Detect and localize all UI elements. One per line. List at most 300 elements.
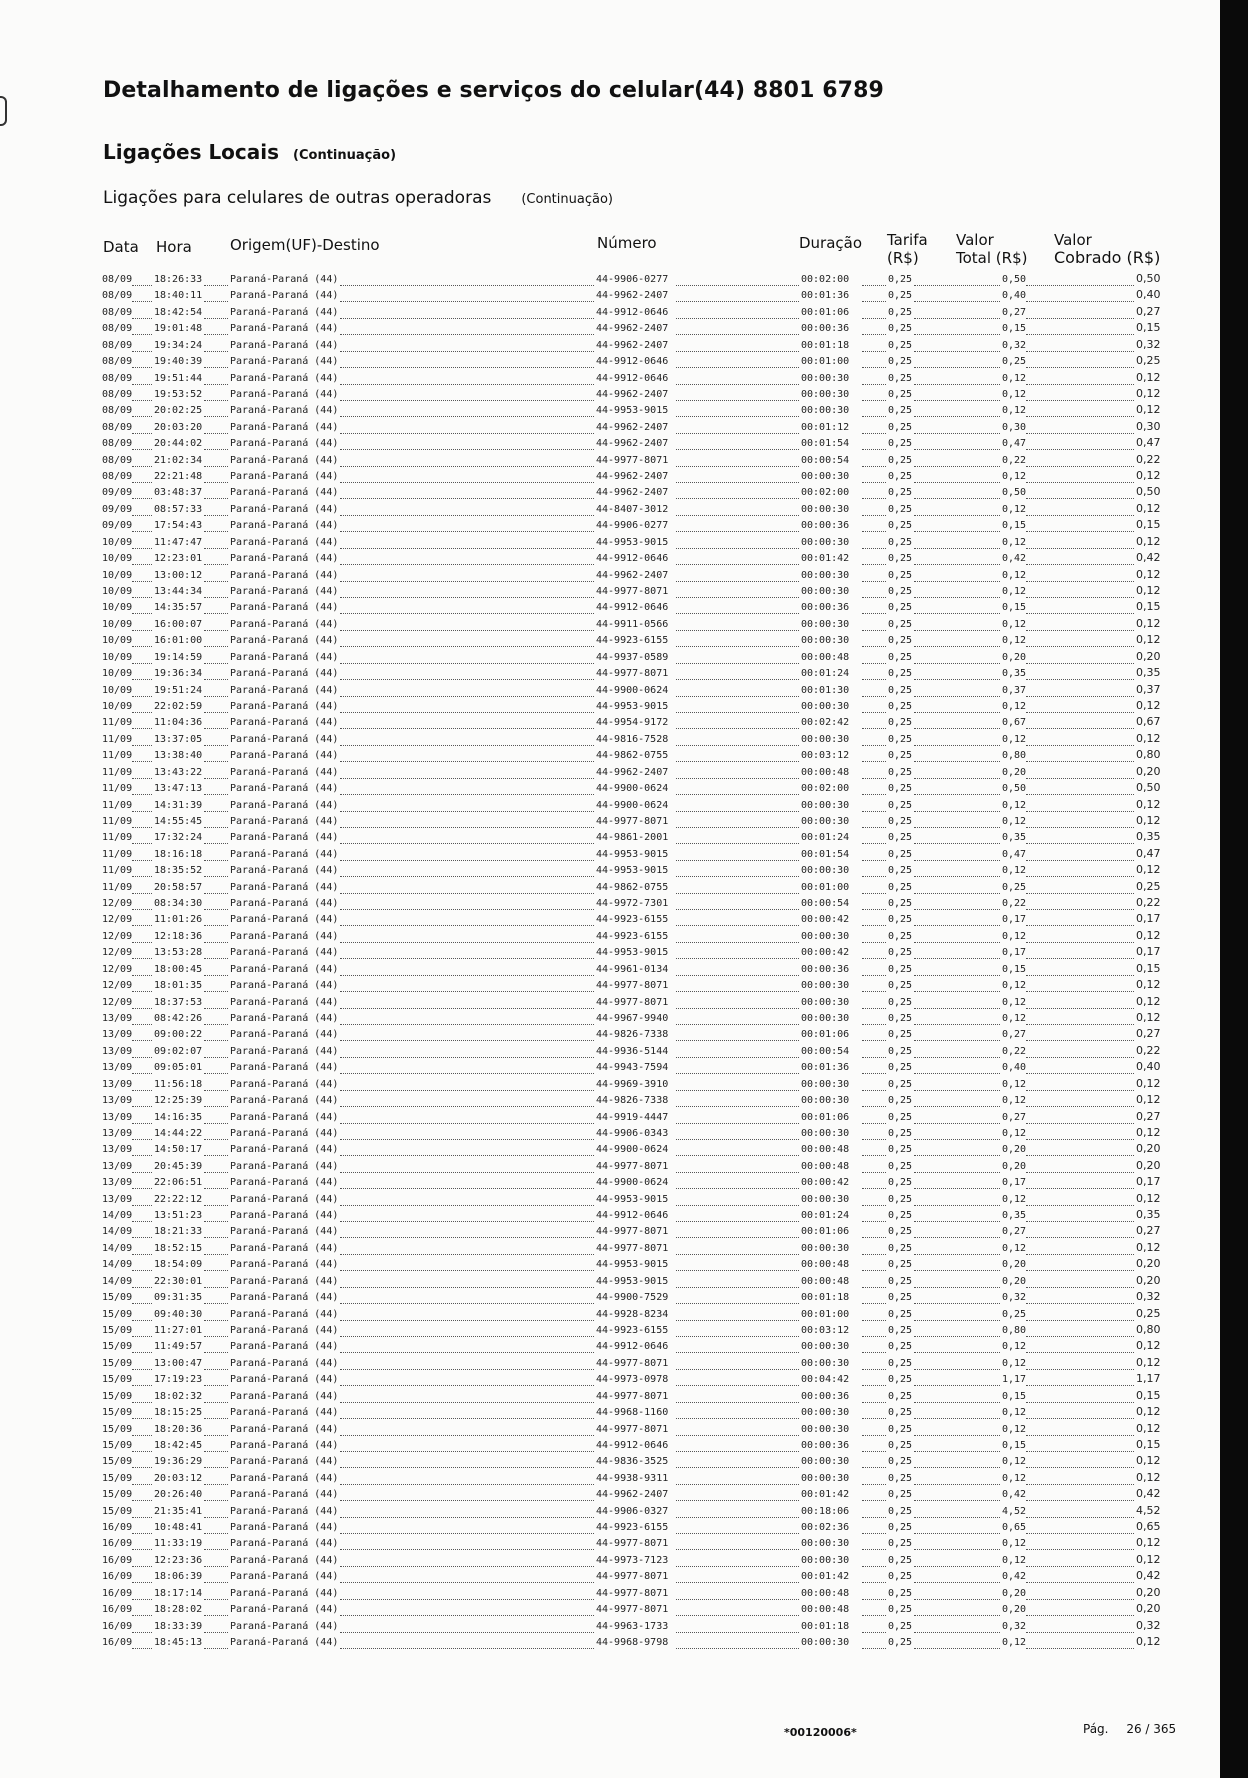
- dotted-leader: [914, 1402, 1000, 1403]
- cell-origem: Paraná-Paraná (44): [230, 520, 339, 532]
- dotted-leader: [676, 1648, 799, 1649]
- dotted-leader: [204, 909, 228, 910]
- cell-valor-total: 0,12: [1002, 635, 1027, 647]
- table-row: [0, 1505, 1220, 1521]
- dotted-leader: [862, 581, 886, 582]
- cell-tarifa: 0,25: [888, 1407, 913, 1419]
- dotted-leader: [862, 301, 886, 302]
- cell-hora: 20:03:12: [154, 1472, 203, 1484]
- cell-valor-cobrado: 0,25: [1136, 354, 1161, 368]
- cell-valor-total: 0,15: [1002, 963, 1027, 975]
- cell-origem: Paraná-Paraná (44): [230, 750, 339, 762]
- dotted-leader: [914, 1648, 1000, 1649]
- cell-valor-cobrado: 0,42: [1136, 1569, 1161, 1583]
- dotted-leader: [1026, 1533, 1134, 1534]
- dotted-leader: [914, 827, 1000, 828]
- cell-duracao: 00:00:48: [801, 1160, 850, 1172]
- table-row: [0, 1078, 1220, 1094]
- cell-numero: 44-9972-7301: [596, 898, 669, 910]
- cell-valor-total: 0,37: [1002, 684, 1027, 696]
- dotted-leader: [862, 334, 886, 335]
- dotted-leader: [1026, 515, 1134, 516]
- cell-numero: 44-9923-6155: [596, 635, 669, 647]
- cell-hora: 09:05:01: [154, 1062, 203, 1074]
- dotted-leader: [1026, 860, 1134, 861]
- dotted-leader: [340, 1008, 594, 1009]
- dotted-leader: [340, 1369, 594, 1370]
- dotted-leader: [132, 1435, 152, 1436]
- dotted-leader: [676, 564, 799, 565]
- dotted-leader: [676, 646, 799, 647]
- dotted-leader: [914, 1566, 1000, 1567]
- table-row: [0, 1308, 1220, 1324]
- dotted-leader: [1026, 1188, 1134, 1189]
- cell-duracao: 00:01:42: [801, 1489, 850, 1501]
- cell-hora: 18:54:09: [154, 1259, 203, 1271]
- cell-valor-total: 0,12: [1002, 1242, 1027, 1254]
- dotted-leader: [914, 1582, 1000, 1583]
- dotted-leader: [1026, 778, 1134, 779]
- dotted-leader: [204, 1287, 228, 1288]
- cell-hora: 21:35:41: [154, 1505, 203, 1517]
- table-row: [0, 749, 1220, 765]
- dotted-leader: [204, 1254, 228, 1255]
- dotted-leader: [676, 712, 799, 713]
- dotted-leader: [340, 1237, 594, 1238]
- cell-origem: Paraná-Paraná (44): [230, 766, 339, 778]
- cell-numero: 44-9826-7338: [596, 1029, 669, 1041]
- cell-data: 09/09: [102, 503, 133, 515]
- cell-valor-cobrado: 0,12: [1136, 1010, 1161, 1024]
- cell-numero: 44-9953-9015: [596, 536, 669, 548]
- dotted-leader: [1026, 942, 1134, 943]
- cell-hora: 18:01:35: [154, 980, 203, 992]
- cell-numero: 44-9977-8071: [596, 1390, 669, 1402]
- cell-tarifa: 0,25: [888, 930, 913, 942]
- cell-hora: 12:23:36: [154, 1554, 203, 1566]
- cell-numero: 44-9953-9015: [596, 1275, 669, 1287]
- dotted-leader: [340, 334, 594, 335]
- dotted-leader: [862, 728, 886, 729]
- dotted-leader: [914, 1320, 1000, 1321]
- dotted-leader: [862, 860, 886, 861]
- cell-data: 10/09: [102, 668, 133, 680]
- dotted-leader: [1026, 1566, 1134, 1567]
- dotted-leader: [862, 416, 886, 417]
- cell-duracao: 00:00:30: [801, 388, 850, 400]
- dotted-leader: [862, 630, 886, 631]
- dotted-leader: [676, 696, 799, 697]
- dotted-leader: [862, 1221, 886, 1222]
- dotted-leader: [862, 991, 886, 992]
- cell-data: 12/09: [102, 980, 133, 992]
- table-row: [0, 1193, 1220, 1209]
- dotted-leader: [340, 663, 594, 664]
- cell-valor-cobrado: 0,27: [1136, 1224, 1161, 1238]
- cell-tarifa: 0,25: [888, 1522, 913, 1534]
- cell-valor-cobrado: 0,12: [1136, 813, 1161, 827]
- cell-data: 08/09: [102, 274, 133, 285]
- cell-valor-cobrado: 0,50: [1136, 272, 1161, 285]
- dotted-leader: [340, 318, 594, 319]
- cell-valor-cobrado: 0,12: [1136, 978, 1161, 992]
- dotted-leader: [204, 712, 228, 713]
- dotted-leader: [862, 1237, 886, 1238]
- cell-hora: 18:17:14: [154, 1587, 203, 1599]
- dotted-leader: [132, 351, 152, 352]
- cell-duracao: 00:00:30: [801, 635, 850, 647]
- cell-tarifa: 0,25: [888, 1587, 913, 1599]
- cell-origem: Paraná-Paraná (44): [230, 1571, 339, 1583]
- dotted-leader: [204, 778, 228, 779]
- cell-data: 13/09: [102, 1012, 133, 1024]
- cell-data: 11/09: [102, 783, 133, 795]
- dotted-leader: [204, 663, 228, 664]
- dotted-leader: [340, 975, 594, 976]
- dotted-leader: [676, 1352, 799, 1353]
- dotted-leader: [204, 942, 228, 943]
- dotted-leader: [862, 696, 886, 697]
- dotted-leader: [676, 1106, 799, 1107]
- table-row: [0, 684, 1220, 700]
- dotted-leader: [914, 893, 1000, 894]
- cell-origem: Paraná-Paraná (44): [230, 1620, 339, 1632]
- table-row: [0, 1423, 1220, 1439]
- table-row: [0, 946, 1220, 962]
- cell-origem: Paraná-Paraná (44): [230, 1522, 339, 1534]
- dotted-leader: [862, 1599, 886, 1600]
- cell-hora: 19:51:44: [154, 372, 203, 384]
- cell-tarifa: 0,25: [888, 684, 913, 696]
- cell-tarifa: 0,25: [888, 1062, 913, 1074]
- dotted-leader: [914, 548, 1000, 549]
- dotted-leader: [914, 1632, 1000, 1633]
- cell-origem: Paraná-Paraná (44): [230, 1045, 339, 1057]
- dotted-leader: [340, 548, 594, 549]
- col-valor-cobrado-label: Valor: [1054, 231, 1092, 249]
- dotted-leader: [862, 1287, 886, 1288]
- dotted-leader: [340, 1205, 594, 1206]
- dotted-leader: [914, 449, 1000, 450]
- page-label: Pág.: [1083, 1722, 1109, 1736]
- dotted-leader: [204, 728, 228, 729]
- cell-data: 15/09: [102, 1472, 133, 1484]
- cell-tarifa: 0,25: [888, 1029, 913, 1041]
- dotted-leader: [862, 531, 886, 532]
- cell-data: 13/09: [102, 1029, 133, 1041]
- dotted-leader: [862, 1418, 886, 1419]
- cell-data: 13/09: [102, 1045, 133, 1057]
- dotted-leader: [1026, 991, 1134, 992]
- cell-numero: 44-9923-6155: [596, 914, 669, 926]
- dotted-leader: [862, 1155, 886, 1156]
- dotted-leader: [204, 285, 228, 286]
- dotted-leader: [1026, 1287, 1134, 1288]
- dotted-leader: [676, 301, 799, 302]
- cell-tarifa: 0,25: [888, 1144, 913, 1156]
- dotted-leader: [204, 613, 228, 614]
- dotted-leader: [132, 1582, 152, 1583]
- dotted-leader: [132, 515, 152, 516]
- table-row: [0, 848, 1220, 864]
- table-row: [0, 1028, 1220, 1044]
- cell-data: 11/09: [102, 766, 133, 778]
- table-row: [0, 1472, 1220, 1488]
- table-row: [0, 1406, 1220, 1422]
- dotted-leader: [340, 597, 594, 598]
- dotted-leader: [676, 1336, 799, 1337]
- cell-data: 12/09: [102, 996, 133, 1008]
- dotted-leader: [676, 1451, 799, 1452]
- dotted-leader: [914, 1287, 1000, 1288]
- dotted-leader: [676, 728, 799, 729]
- dotted-leader: [862, 1402, 886, 1403]
- cell-valor-total: 0,20: [1002, 651, 1027, 663]
- cell-valor-total: 0,12: [1002, 815, 1027, 827]
- dotted-leader: [132, 811, 152, 812]
- cell-numero: 44-9953-9015: [596, 865, 669, 877]
- dotted-leader: [676, 1040, 799, 1041]
- cell-tarifa: 0,25: [888, 914, 913, 926]
- col-valor-cobrado-unit: Cobrado (R$): [1054, 248, 1161, 267]
- dotted-leader: [676, 1615, 799, 1616]
- cell-origem: Paraná-Paraná (44): [230, 1193, 339, 1205]
- dotted-leader: [340, 1533, 594, 1534]
- dotted-leader: [1026, 384, 1134, 385]
- cell-duracao: 00:02:00: [801, 274, 850, 285]
- dotted-leader: [914, 1106, 1000, 1107]
- dotted-leader: [132, 318, 152, 319]
- dotted-leader: [132, 1517, 152, 1518]
- dotted-leader: [676, 1254, 799, 1255]
- dotted-leader: [1026, 827, 1134, 828]
- cell-valor-cobrado: 0,20: [1136, 1158, 1161, 1172]
- cell-data: 08/09: [102, 405, 133, 417]
- cell-tarifa: 0,25: [888, 996, 913, 1008]
- cell-valor-total: 0,35: [1002, 668, 1027, 680]
- dotted-leader: [914, 1303, 1000, 1304]
- cell-hora: 18:33:39: [154, 1620, 203, 1632]
- col-tarifa: [887, 231, 928, 267]
- cell-hora: 12:25:39: [154, 1095, 203, 1107]
- cell-duracao: 00:00:36: [801, 1390, 850, 1402]
- cell-hora: 17:32:24: [154, 832, 203, 844]
- cell-valor-cobrado: 0,27: [1136, 1109, 1161, 1123]
- dotted-leader: [862, 1451, 886, 1452]
- cell-tarifa: 0,25: [888, 356, 913, 368]
- dotted-leader: [1026, 1484, 1134, 1485]
- dotted-leader: [862, 1385, 886, 1386]
- dotted-leader: [676, 1517, 799, 1518]
- cell-valor-total: 0,12: [1002, 1078, 1027, 1090]
- cell-hora: 09:40:30: [154, 1308, 203, 1320]
- cell-data: 11/09: [102, 815, 133, 827]
- table-row: [0, 273, 1220, 289]
- dotted-leader: [132, 1205, 152, 1206]
- cell-tarifa: 0,25: [888, 536, 913, 548]
- dotted-leader: [204, 1648, 228, 1649]
- dotted-leader: [862, 466, 886, 467]
- cell-tarifa: 0,25: [888, 372, 913, 384]
- dotted-leader: [1026, 285, 1134, 286]
- dotted-leader: [862, 1106, 886, 1107]
- cell-data: 11/09: [102, 717, 133, 729]
- dotted-leader: [914, 1188, 1000, 1189]
- cell-tarifa: 0,25: [888, 1554, 913, 1566]
- cell-valor-cobrado: 0,12: [1136, 797, 1161, 811]
- cell-duracao: 00:01:30: [801, 684, 850, 696]
- dotted-leader: [1026, 1024, 1134, 1025]
- cell-tarifa: 0,25: [888, 454, 913, 466]
- cell-valor-total: 0,32: [1002, 339, 1027, 351]
- dotted-leader: [1026, 531, 1134, 532]
- page-title: Detalhamento de ligações e serviços do celular(44) 8801 6789: [103, 78, 884, 103]
- cell-valor-total: 0,15: [1002, 520, 1027, 532]
- dotted-leader: [340, 1106, 594, 1107]
- dotted-leader: [132, 1451, 152, 1452]
- table-row: [0, 1275, 1220, 1291]
- cell-valor-total: 0,20: [1002, 766, 1027, 778]
- dotted-leader: [132, 1599, 152, 1600]
- dotted-leader: [132, 794, 152, 795]
- dotted-leader: [204, 1615, 228, 1616]
- dotted-leader: [132, 942, 152, 943]
- cell-tarifa: 0,25: [888, 306, 913, 318]
- cell-valor-total: 0,27: [1002, 1029, 1027, 1041]
- cell-duracao: 00:00:30: [801, 700, 850, 712]
- dotted-leader: [340, 1451, 594, 1452]
- dotted-leader: [204, 1106, 228, 1107]
- dotted-leader: [862, 449, 886, 450]
- cell-hora: 11:56:18: [154, 1078, 203, 1090]
- table-row: [0, 1554, 1220, 1570]
- dotted-leader: [676, 1090, 799, 1091]
- dotted-leader: [1026, 728, 1134, 729]
- cell-numero: 44-9977-8071: [596, 1571, 669, 1583]
- cell-duracao: 00:00:30: [801, 1357, 850, 1369]
- cell-tarifa: 0,25: [888, 1456, 913, 1468]
- dotted-leader: [204, 1451, 228, 1452]
- dotted-leader: [204, 564, 228, 565]
- cell-origem: Paraná-Paraná (44): [230, 1242, 339, 1254]
- dotted-leader: [132, 285, 152, 286]
- dotted-leader: [676, 1205, 799, 1206]
- dotted-leader: [676, 942, 799, 943]
- cell-hora: 13:00:12: [154, 569, 203, 581]
- cell-duracao: 00:00:30: [801, 536, 850, 548]
- cell-tarifa: 0,25: [888, 1111, 913, 1123]
- subsection-title-text: Ligações para celulares de outras operadoras: [103, 188, 492, 208]
- cell-hora: 12:18:36: [154, 930, 203, 942]
- cell-valor-cobrado: 0,15: [1136, 321, 1161, 335]
- dotted-leader: [1026, 1418, 1134, 1419]
- dotted-leader: [204, 761, 228, 762]
- dotted-leader: [132, 876, 152, 877]
- cell-numero: 44-9977-8071: [596, 1160, 669, 1172]
- dotted-leader: [1026, 1254, 1134, 1255]
- dotted-leader: [676, 1270, 799, 1271]
- cell-duracao: 00:00:30: [801, 1472, 850, 1484]
- cell-tarifa: 0,25: [888, 602, 913, 614]
- dotted-leader: [132, 1237, 152, 1238]
- dotted-leader: [340, 1566, 594, 1567]
- dotted-leader: [914, 646, 1000, 647]
- dotted-leader: [340, 449, 594, 450]
- cell-origem: Paraná-Paraná (44): [230, 1374, 339, 1386]
- cell-hora: 19:40:39: [154, 356, 203, 368]
- cell-hora: 20:03:20: [154, 421, 203, 433]
- dotted-leader: [862, 1632, 886, 1633]
- dotted-leader: [204, 679, 228, 680]
- cell-origem: Paraná-Paraná (44): [230, 1078, 339, 1090]
- dotted-leader: [676, 745, 799, 746]
- dotted-leader: [914, 942, 1000, 943]
- cell-duracao: 00:00:30: [801, 569, 850, 581]
- dotted-leader: [676, 1632, 799, 1633]
- cell-duracao: 00:00:30: [801, 1423, 850, 1435]
- dotted-leader: [340, 1155, 594, 1156]
- col-data: Data: [103, 238, 139, 256]
- cell-data: 13/09: [102, 1062, 133, 1074]
- dotted-leader: [914, 794, 1000, 795]
- dotted-leader: [132, 1287, 152, 1288]
- cell-duracao: 00:00:30: [801, 980, 850, 992]
- dotted-leader: [132, 1632, 152, 1633]
- dotted-leader: [914, 1221, 1000, 1222]
- cell-valor-cobrado: 0,15: [1136, 961, 1161, 975]
- cell-numero: 44-9962-2407: [596, 487, 669, 499]
- cell-valor-cobrado: 0,47: [1136, 436, 1161, 450]
- dotted-leader: [204, 991, 228, 992]
- cell-valor-cobrado: 0,80: [1136, 1323, 1161, 1336]
- cell-numero: 44-9968-1160: [596, 1407, 669, 1419]
- cell-duracao: 00:00:30: [801, 1407, 850, 1419]
- cell-data: 15/09: [102, 1325, 133, 1336]
- dotted-leader: [132, 893, 152, 894]
- dotted-leader: [914, 597, 1000, 598]
- table-row: [0, 421, 1220, 437]
- cell-valor-cobrado: 0,12: [1136, 616, 1161, 630]
- dotted-leader: [132, 367, 152, 368]
- cell-duracao: 00:00:30: [801, 405, 850, 417]
- cell-valor-cobrado: 0,12: [1136, 403, 1161, 417]
- dotted-leader: [914, 1369, 1000, 1370]
- dotted-leader: [340, 925, 594, 926]
- cell-valor-total: 0,32: [1002, 1620, 1027, 1632]
- cell-valor-total: 0,50: [1002, 783, 1027, 795]
- cell-tarifa: 0,25: [888, 438, 913, 450]
- cell-numero: 44-9900-0624: [596, 783, 669, 795]
- dotted-leader: [132, 1648, 152, 1649]
- cell-valor-total: 0,20: [1002, 1144, 1027, 1156]
- cell-tarifa: 0,25: [888, 848, 913, 860]
- cell-numero: 44-9912-0646: [596, 1341, 669, 1353]
- dotted-leader: [1026, 1385, 1134, 1386]
- cell-valor-total: 0,12: [1002, 1637, 1027, 1649]
- dotted-leader: [1026, 1369, 1134, 1370]
- dotted-leader: [1026, 1402, 1134, 1403]
- cell-numero: 44-9937-0589: [596, 651, 669, 663]
- cell-numero: 44-9900-0624: [596, 1177, 669, 1189]
- cell-numero: 44-9977-8071: [596, 1423, 669, 1435]
- cell-tarifa: 0,25: [888, 290, 913, 302]
- cell-valor-cobrado: 0,12: [1136, 1339, 1161, 1353]
- dotted-leader: [1026, 1139, 1134, 1140]
- cell-origem: Paraná-Paraná (44): [230, 1259, 339, 1271]
- cell-valor-total: 0,12: [1002, 1407, 1027, 1419]
- table-row: [0, 1045, 1220, 1061]
- cell-hora: 18:21:33: [154, 1226, 203, 1238]
